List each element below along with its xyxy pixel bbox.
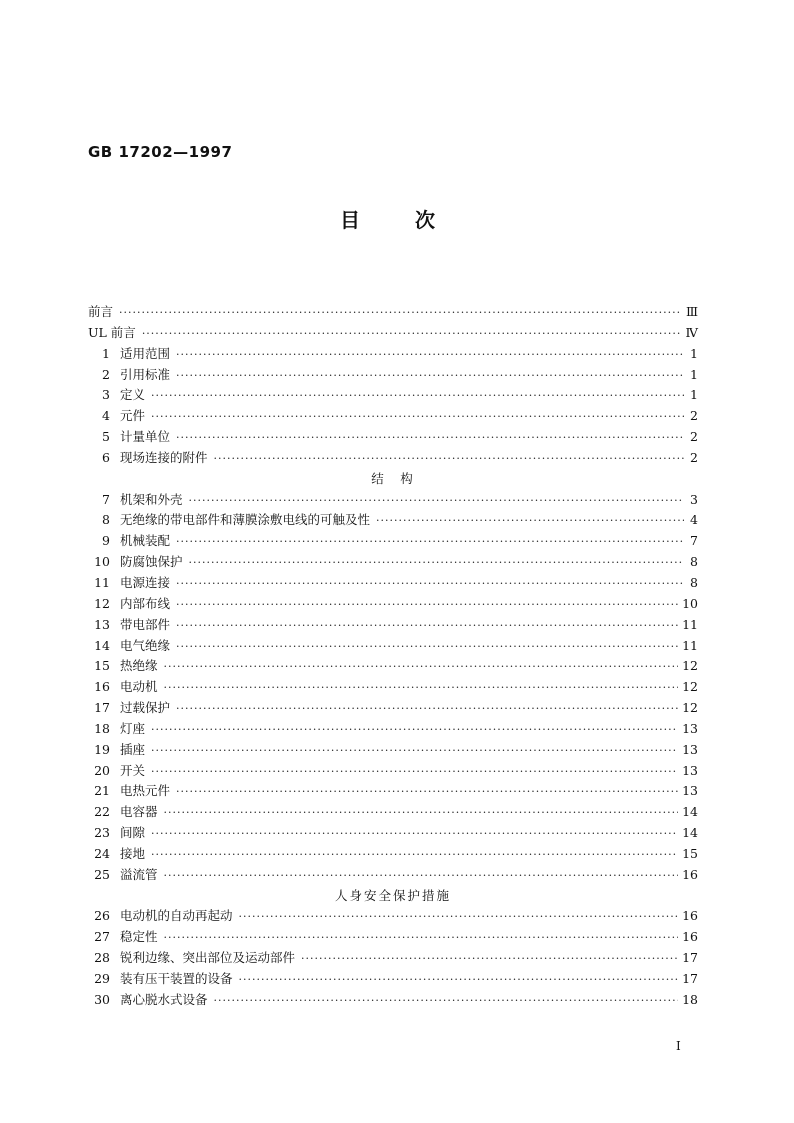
toc-entry-page: 14 (682, 804, 698, 820)
toc-entry-page: 8 (690, 554, 698, 570)
toc-entry-page: 7 (690, 533, 698, 549)
toc-entry[interactable] (88, 510, 698, 531)
toc-entry-number: 1 (102, 345, 110, 361)
page-title (340, 204, 435, 233)
toc-entry[interactable] (88, 656, 698, 677)
toc-entry[interactable] (88, 677, 698, 698)
toc-entry-number: 26 (94, 908, 110, 924)
dot-leader (142, 327, 682, 340)
dot-leader (151, 389, 684, 402)
toc-entry[interactable] (88, 406, 698, 427)
dot-leader (164, 681, 679, 694)
toc-entry-label: 锐利边缘、突出部位及运动部件 (120, 950, 296, 966)
toc-entry[interactable] (88, 594, 698, 615)
toc-entry-number: 17 (94, 700, 110, 716)
toc-entry[interactable] (88, 365, 698, 386)
dot-leader (176, 431, 684, 444)
toc-entry-label: 装有压干装置的设备 (120, 971, 233, 986)
toc-entry[interactable] (88, 844, 698, 865)
table-of-contents (88, 302, 698, 1011)
toc-entry-label: 插座 (120, 741, 146, 757)
toc-entry-page: 12 (682, 658, 698, 674)
toc-heading-label: 人身安全保护措施 (334, 887, 451, 903)
toc-entry-number: 9 (102, 533, 110, 549)
toc-entry-number: 25 (94, 866, 110, 882)
toc-entry-number: 2 (102, 366, 110, 382)
dot-leader (189, 556, 684, 569)
toc-entry-page: 17 (682, 950, 698, 966)
toc-entry-label: 开关 (120, 762, 146, 778)
toc-entry-label: 接地 (120, 845, 146, 861)
toc-entry-page: 18 (682, 991, 698, 1007)
dot-leader (376, 514, 684, 527)
toc-entry[interactable] (88, 427, 698, 448)
dot-leader (164, 660, 679, 673)
dot-leader (151, 765, 678, 778)
toc-entry-label: 带电部件 (120, 616, 171, 632)
toc-entry-label: 定义 (120, 387, 146, 403)
toc-entry[interactable] (88, 531, 698, 552)
toc-entry-number: 18 (94, 720, 110, 736)
toc-entry-page: 13 (682, 783, 698, 799)
toc-entry[interactable] (88, 865, 698, 886)
toc-entry-page: 1 (690, 366, 698, 382)
toc-entry[interactable] (88, 906, 698, 927)
dot-leader (239, 973, 679, 986)
toc-entry-label: 灯座 (120, 720, 146, 736)
toc-entry[interactable] (88, 448, 698, 469)
toc-heading-label: 结 构 (371, 470, 415, 486)
toc-entry-page: Ⅳ (685, 324, 698, 340)
toc-entry-label: 电动机 (120, 679, 158, 695)
toc-entry-page: 13 (682, 762, 698, 778)
toc-entry-page: 1 (690, 345, 698, 361)
toc-entry-label: 间隙 (120, 825, 146, 841)
dot-leader (176, 785, 678, 798)
toc-entry-number: 12 (94, 595, 110, 611)
toc-entry-page: 16 (682, 929, 698, 945)
toc-entry-label: 稳定性 (120, 929, 158, 945)
toc-entry-page: 16 (682, 866, 698, 882)
toc-entry-label: 计量单位 (120, 429, 171, 445)
title-char-2: 次 (415, 208, 435, 232)
toc-entry-number: 23 (94, 825, 110, 841)
dot-leader (176, 640, 678, 653)
toc-entry-label: 适用范围 (120, 345, 171, 361)
toc-entry-page: 12 (682, 679, 698, 695)
toc-entry[interactable] (88, 302, 698, 323)
dot-leader (164, 806, 679, 819)
toc-entry-label: 内部布线 (120, 595, 171, 611)
toc-entry-page: 2 (690, 429, 698, 445)
toc-entry-number: 21 (94, 783, 110, 799)
toc-entry-page: 12 (682, 700, 698, 716)
dot-leader (151, 848, 678, 861)
toc-entry-page: 13 (682, 720, 698, 736)
toc-entry[interactable] (88, 344, 698, 365)
toc-entry-number: 11 (94, 574, 110, 590)
dot-leader (176, 577, 684, 590)
toc-entry-page: 8 (690, 574, 698, 590)
toc-entry-number: 19 (94, 741, 110, 757)
dot-leader (301, 952, 678, 965)
toc-entry[interactable] (88, 698, 698, 719)
toc-entry-page: 15 (682, 845, 698, 861)
toc-entry-number: 20 (94, 762, 110, 778)
toc-entry-page: 2 (690, 449, 698, 465)
toc-entry[interactable] (88, 573, 698, 594)
dot-leader (176, 535, 684, 548)
toc-entry-label: 机架和外壳 (120, 491, 183, 507)
toc-entry-label: 无绝缘的带电部件和薄膜涂敷电线的可触及性 (120, 512, 371, 528)
toc-entry[interactable] (88, 823, 698, 844)
toc-entry-page: 1 (690, 387, 698, 403)
dot-leader (176, 369, 684, 382)
dot-leader (214, 994, 679, 1007)
toc-entry-label: 电气绝缘 (120, 637, 171, 653)
toc-entry-number: 10 (94, 554, 110, 570)
toc-entry-number: 14 (94, 637, 110, 653)
dot-leader (164, 931, 679, 944)
dot-leader (151, 744, 678, 757)
toc-entry[interactable] (88, 615, 698, 636)
toc-entry[interactable] (88, 948, 698, 969)
toc-entry[interactable] (88, 490, 698, 511)
dot-leader (151, 410, 684, 423)
toc-entry-number: 22 (94, 804, 110, 820)
toc-entry-page: 14 (682, 825, 698, 841)
toc-entry[interactable] (88, 802, 698, 823)
dot-leader (176, 619, 678, 632)
toc-entry[interactable] (88, 719, 698, 740)
toc-entry-label: 电动机的自动再起动 (120, 908, 233, 924)
toc-entry-label: 过载保护 (120, 700, 171, 716)
toc-entry-label: 引用标准 (120, 366, 171, 382)
toc-entry[interactable] (88, 927, 698, 948)
page-number: I (676, 1039, 681, 1053)
dot-leader (151, 723, 678, 736)
toc-entry-number: 15 (94, 658, 110, 674)
toc-entry-label: 溢流管 (120, 866, 158, 882)
dot-leader (119, 306, 682, 319)
toc-entry-number: 27 (94, 929, 110, 945)
toc-entry-label: 元件 (120, 408, 146, 424)
dot-leader (164, 869, 679, 882)
toc-entry[interactable] (88, 781, 698, 802)
dot-leader (239, 910, 679, 923)
toc-entry-number: 30 (94, 991, 110, 1007)
toc-entry-page: 11 (682, 637, 698, 653)
toc-entry-label: 电热元件 (120, 783, 171, 799)
toc-entry-number: 28 (94, 950, 110, 966)
toc-entry-page: 13 (682, 741, 698, 757)
dot-leader (151, 827, 678, 840)
dot-leader (189, 494, 684, 507)
toc-entry-label: 机械装配 (120, 533, 171, 549)
dot-leader (176, 348, 684, 361)
toc-entry-number: 7 (102, 491, 110, 507)
toc-entry-page: 2 (690, 408, 698, 424)
toc-section-heading (88, 886, 698, 907)
toc-entry-label: UL 前言 (88, 324, 136, 340)
toc-entry[interactable] (88, 740, 698, 761)
dot-leader (214, 452, 684, 465)
toc-entry[interactable] (88, 323, 698, 344)
toc-entry-label: 电源连接 (120, 574, 171, 590)
toc-entry[interactable] (88, 636, 698, 657)
toc-entry-number: 13 (94, 616, 110, 632)
toc-entry-label: 热绝缘 (120, 658, 158, 674)
toc-entry-label: 防腐蚀保护 (120, 554, 183, 570)
toc-entry-page: 4 (690, 512, 698, 528)
toc-entry[interactable] (88, 552, 698, 573)
toc-entry[interactable] (88, 969, 698, 990)
toc-entry-label: 电容器 (120, 804, 158, 820)
toc-entry-page: 17 (682, 971, 698, 986)
toc-section-heading (88, 469, 698, 490)
toc-entry-number: 8 (102, 512, 110, 528)
toc-entry-number: 24 (94, 845, 110, 861)
toc-entry-number: 6 (102, 449, 110, 465)
toc-entry-page: 3 (690, 491, 698, 507)
toc-entry[interactable] (88, 761, 698, 782)
toc-entry-label: 前言 (88, 304, 114, 319)
toc-entry-number: 3 (102, 387, 110, 403)
toc-entry-label: 现场连接的附件 (120, 449, 208, 465)
title-char-1: 目 (340, 208, 360, 232)
toc-entry-number: 29 (94, 971, 110, 986)
dot-leader (176, 702, 678, 715)
dot-leader (176, 598, 678, 611)
toc-entry-number: 16 (94, 679, 110, 695)
toc-entry-page: 16 (682, 908, 698, 924)
toc-entry-page: 10 (682, 595, 698, 611)
toc-entry[interactable] (88, 385, 698, 406)
standard-code: GB 17202—1997 (88, 143, 233, 161)
toc-entry-number: 4 (102, 408, 110, 424)
toc-entry-number: 5 (102, 429, 110, 445)
toc-entry[interactable] (88, 990, 698, 1011)
toc-entry-page: 11 (682, 616, 698, 632)
toc-entry-label: 离心脱水式设备 (120, 991, 208, 1007)
toc-entry-page: Ⅲ (685, 304, 698, 319)
